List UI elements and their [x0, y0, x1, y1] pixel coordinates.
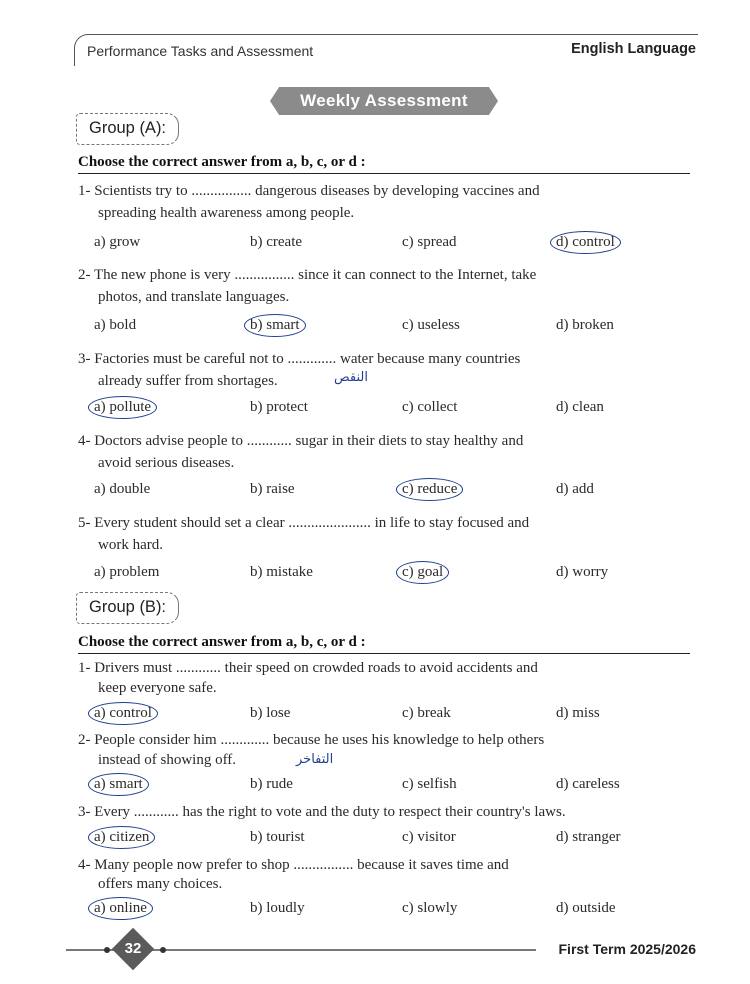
- option-b2-d: d) careless: [556, 776, 620, 792]
- question-text-cont: instead of showing off.: [98, 752, 237, 768]
- option-a1-a: a) grow: [94, 234, 141, 250]
- option-a3-a-selected: a) pollute: [94, 399, 152, 415]
- question-b1: [78, 658, 692, 698]
- option-b1-d: d) miss: [556, 705, 600, 721]
- question-text: 3- Factories must be careful not to ............. water because many countries: [78, 351, 521, 367]
- question-text-cont: spreading health awareness among people.: [98, 205, 355, 221]
- question-a2: [78, 264, 692, 308]
- option-a2-c: c) useless: [402, 317, 460, 333]
- option-a2-a: a) bold: [94, 317, 137, 333]
- option-a4-a: a) double: [94, 481, 151, 497]
- option-b2-c: c) selfish: [402, 776, 457, 792]
- question-b3: [78, 802, 692, 822]
- option-a4-c-selected: c) reduce: [402, 481, 458, 497]
- question-text-cont: work hard.: [98, 537, 163, 553]
- question-text-cont: photos, and translate languages.: [98, 289, 290, 305]
- question-a1: [78, 180, 692, 224]
- page-title: Weekly Assessment: [300, 91, 468, 110]
- option-a3-b: b) protect: [250, 399, 308, 415]
- option-b1-c: c) break: [402, 705, 451, 721]
- option-b4-a-selected: a) online: [94, 900, 147, 916]
- question-a4: [78, 430, 692, 474]
- option-b3-c: c) visitor: [402, 829, 456, 845]
- question-text: 1- Scientists try to ................ dangerous diseases by developing vaccines and: [78, 183, 540, 199]
- option-a1-d-selected: d) control: [556, 234, 615, 250]
- question-text: 5- Every student should set a clear ...................... in life to stay focused and: [78, 515, 530, 531]
- question-b4: [78, 856, 692, 894]
- handwritten-note-showing-off: التفاخر: [296, 752, 334, 767]
- option-b4-c: c) slowly: [402, 900, 458, 916]
- footer-term: First Term 2025/2026: [558, 941, 696, 957]
- question-a3: [78, 348, 692, 392]
- question-text-cont: already suffer from shortages.: [98, 373, 278, 389]
- page-number: 32: [124, 940, 142, 957]
- question-text-cont: keep everyone safe.: [98, 680, 217, 696]
- option-b4-b: b) loudly: [250, 900, 305, 916]
- question-text: 4- Doctors advise people to ............ sugar in their diets to stay healthy and: [78, 433, 524, 449]
- question-a5: [78, 512, 692, 556]
- footer-dot-left: [104, 947, 110, 953]
- title-banner: [270, 87, 498, 115]
- option-b2-a-selected: a) smart: [94, 776, 143, 792]
- question-text: 1- Drivers must ............ their speed on crowded roads to avoid accidents and: [78, 660, 538, 676]
- option-b3-a-selected: a) citizen: [94, 829, 150, 845]
- header-section-title: Performance Tasks and Assessment: [87, 43, 314, 59]
- footer-dot-right: [160, 947, 166, 953]
- option-b2-b: b) rude: [250, 776, 293, 792]
- option-b3-d: d) stranger: [556, 829, 621, 845]
- group-a-instruction: Choose the correct answer from a, b, c, or d :: [78, 154, 690, 174]
- option-a5-b: b) mistake: [250, 564, 313, 580]
- group-a-label: Group (A):: [76, 113, 179, 145]
- option-a3-c: c) collect: [402, 399, 458, 415]
- question-text: 4- Many people now prefer to shop ................ because it saves time and: [78, 857, 509, 873]
- question-text: 3- Every ............ has the right to vote and the duty to respect their country's laws.: [78, 804, 566, 820]
- option-a1-b: b) create: [250, 234, 303, 250]
- option-a4-b: b) raise: [250, 481, 295, 497]
- option-b1-b: b) lose: [250, 705, 291, 721]
- option-a5-d: d) worry: [556, 564, 609, 580]
- option-a5-a: a) problem: [94, 564, 160, 580]
- question-text: 2- The new phone is very ................ since it can connect to the Internet, take: [78, 267, 537, 283]
- option-a5-c-selected: c) goal: [402, 564, 444, 580]
- option-b3-b: b) tourist: [250, 829, 305, 845]
- header-subject: English Language: [571, 41, 696, 57]
- question-text-cont: avoid serious diseases.: [98, 455, 235, 471]
- handwritten-note-shortages: النقص: [334, 370, 368, 385]
- group-b-label: Group (B):: [76, 592, 179, 624]
- question-text-cont: offers many choices.: [98, 876, 223, 892]
- group-b-instruction: Choose the correct answer from a, b, c, or d :: [78, 634, 690, 654]
- option-a3-d: d) clean: [556, 399, 604, 415]
- option-a1-c: c) spread: [402, 234, 457, 250]
- page-header: [74, 34, 698, 66]
- option-a2-b-selected: b) smart: [250, 317, 300, 333]
- option-a2-d: d) broken: [556, 317, 614, 333]
- option-b4-d: d) outside: [556, 900, 616, 916]
- option-a4-d: d) add: [556, 481, 594, 497]
- option-b1-a-selected: a) control: [94, 705, 152, 721]
- question-b2: [78, 730, 692, 770]
- question-text: 2- People consider him ............. because he uses his knowledge to help others: [78, 732, 545, 748]
